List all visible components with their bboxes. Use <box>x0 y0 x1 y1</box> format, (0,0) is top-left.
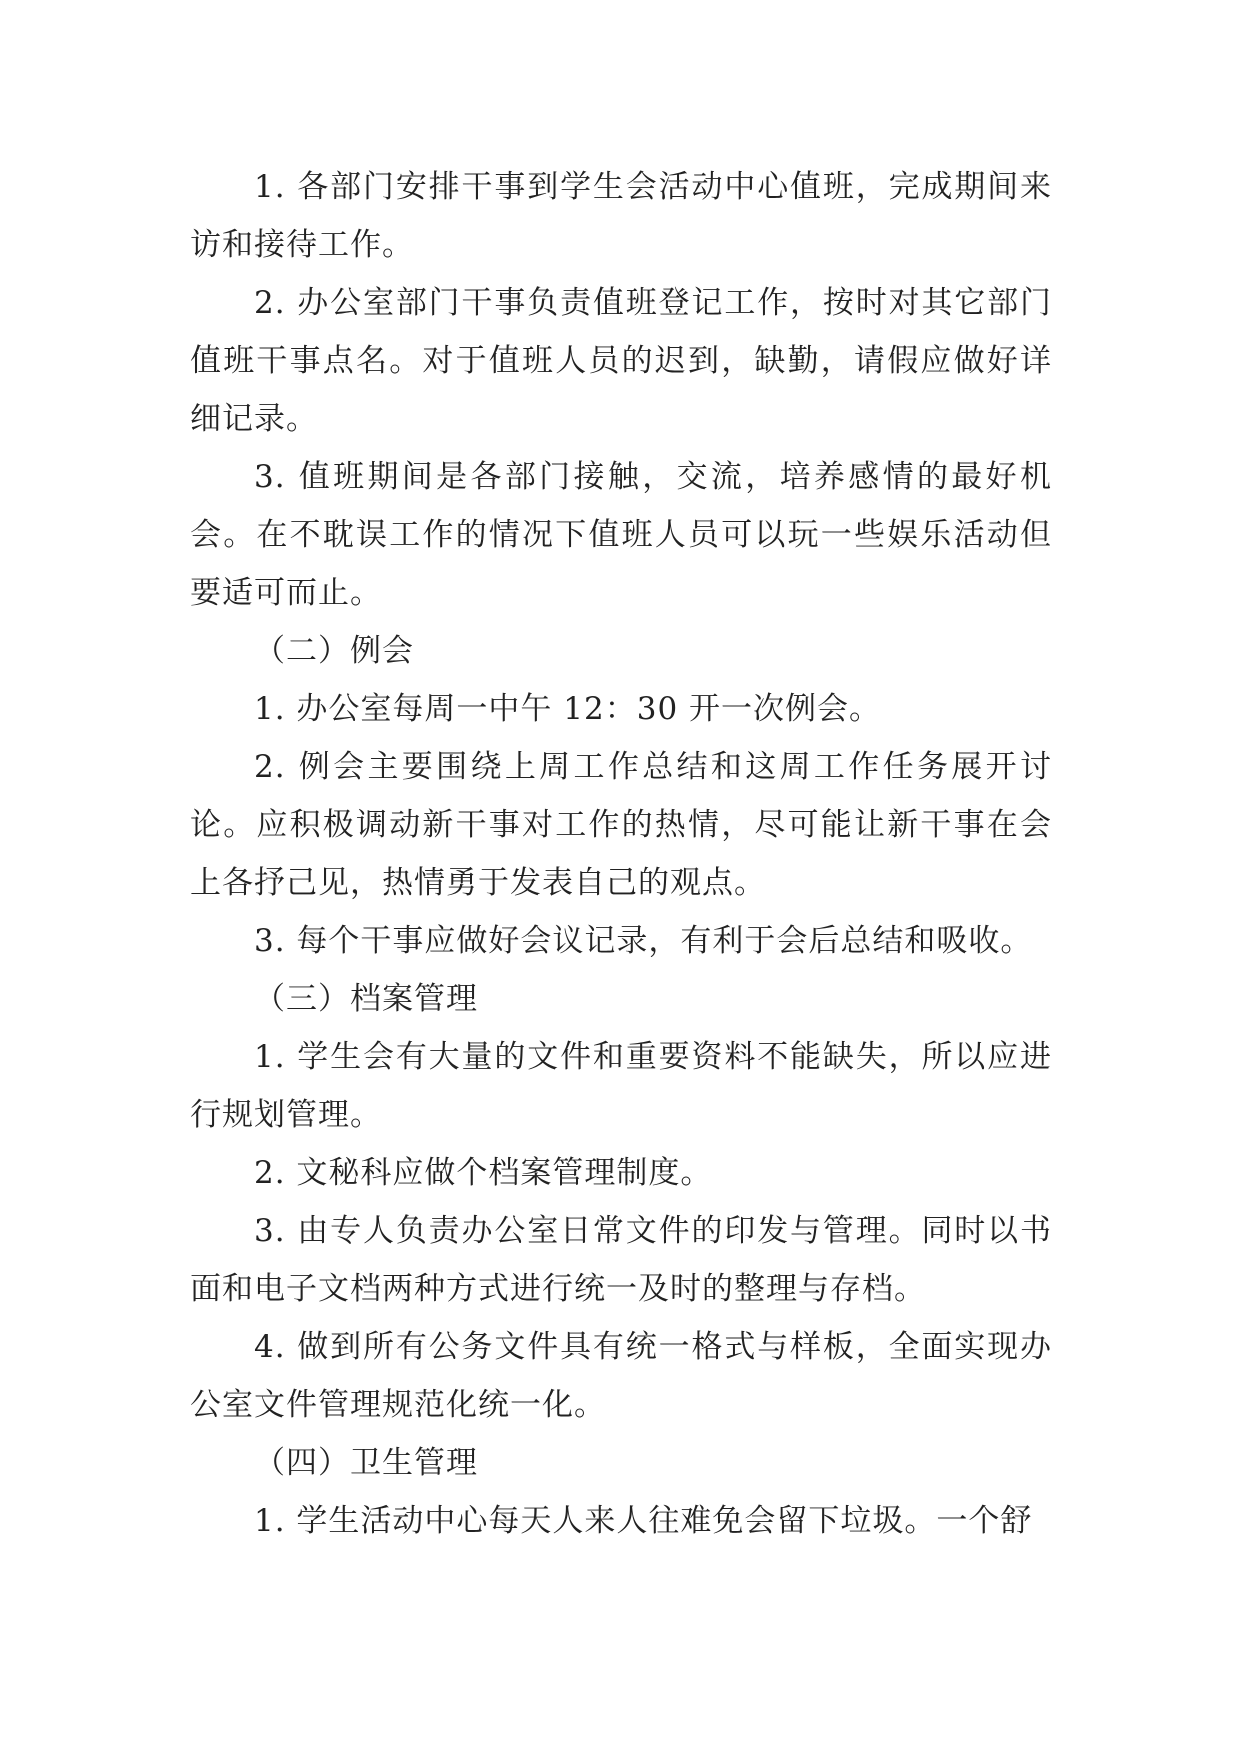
section-heading-meeting: （二）例会 <box>254 633 414 669</box>
paragraph-archive-4: 4. 做到所有公务文件具有统一格式与样板，全面实现办公室文件管理规范化统一化。 <box>190 1329 1052 1423</box>
paragraph-meeting-1: 1. 办公室每周一中午 12：30 开一次例会。 <box>254 691 882 727</box>
document-body <box>190 158 1052 1550</box>
paragraph-archive-3: 3. 由专人负责办公室日常文件的印发与管理。同时以书面和电子文档两种方式进行统一及时的整理与存档。 <box>190 1213 1052 1307</box>
section-heading-hygiene: （四）卫生管理 <box>254 1445 478 1481</box>
paragraph-duty-3: 3. 值班期间是各部门接触，交流，培养感情的最好机会。在不耽误工作的情况下值班人员可以玩一些娱乐活动但要适可而止。 <box>190 459 1052 611</box>
paragraph-archive-2: 2. 文秘科应做个档案管理制度。 <box>254 1155 713 1191</box>
paragraph-hygiene-1: 1. 学生活动中心每天人来人往难免会留下垃圾。一个舒 <box>254 1503 1033 1539</box>
paragraph-meeting-3: 3. 每个干事应做好会议记录，有利于会后总结和吸收。 <box>254 923 1033 959</box>
paragraph-meeting-2: 2. 例会主要围绕上周工作总结和这周工作任务展开讨论。应积极调动新干事对工作的热情，尽可能让新干事在会上各抒己见，热情勇于发表自己的观点。 <box>190 749 1052 901</box>
paragraph-duty-2: 2. 办公室部门干事负责值班登记工作，按时对其它部门值班干事点名。对于值班人员的迟到，缺勤，请假应做好详细记录。 <box>190 285 1052 437</box>
paragraph-duty-1: 1. 各部门安排干事到学生会活动中心值班，完成期间来访和接待工作。 <box>190 169 1052 263</box>
section-heading-archive: （三）档案管理 <box>254 981 478 1017</box>
paragraph-archive-1: 1. 学生会有大量的文件和重要资料不能缺失，所以应进行规划管理。 <box>190 1039 1052 1133</box>
